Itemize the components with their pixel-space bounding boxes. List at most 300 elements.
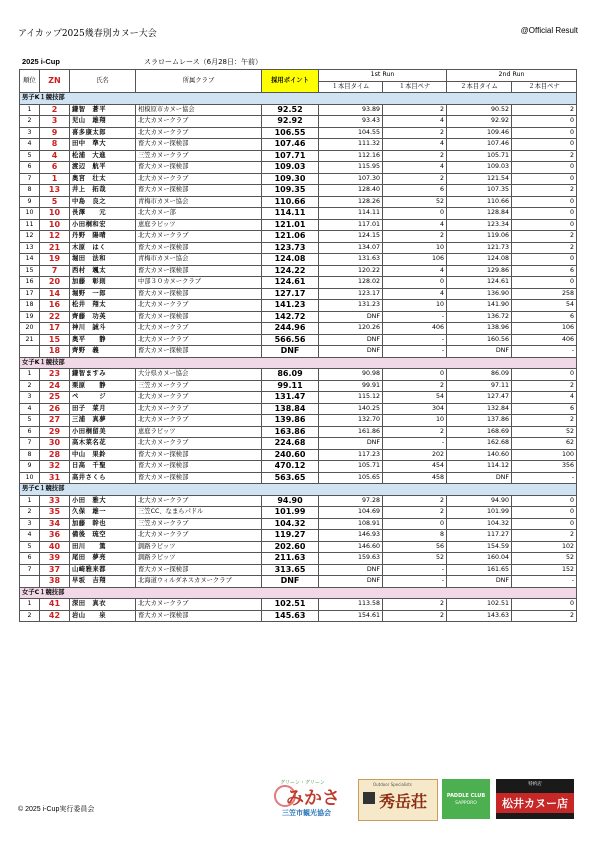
club-cell: 三笠カヌークラブ bbox=[136, 518, 262, 530]
official-result-label: @Official Result bbox=[520, 26, 578, 35]
run1-penalty: 458 bbox=[383, 472, 447, 484]
table-row bbox=[20, 392, 577, 404]
run2-time: 132.84 bbox=[447, 403, 512, 415]
run1-time: 97.28 bbox=[319, 495, 383, 507]
club-cell: 北海道ウィルダネスカヌークラブ bbox=[136, 576, 262, 588]
mikasa-subtitle: 三笠市観光協会 bbox=[282, 809, 331, 817]
points-cell: 110.66 bbox=[262, 196, 319, 208]
run2-time: 137.86 bbox=[447, 415, 512, 427]
run2-time: 160.04 bbox=[447, 553, 512, 565]
rank-cell: 6 bbox=[20, 162, 40, 174]
rank-cell: 4 bbox=[20, 139, 40, 151]
run1-time: 159.63 bbox=[319, 553, 383, 565]
zn-cell: 20 bbox=[40, 277, 70, 289]
club-cell: 北大カヌークラブ bbox=[136, 403, 262, 415]
shugakuso-wordmark: 秀岳荘 bbox=[379, 792, 428, 811]
run1-penalty: 2 bbox=[383, 231, 447, 243]
table-row bbox=[20, 104, 577, 116]
run2-time: 168.69 bbox=[447, 426, 512, 438]
run2-penalty: 0 bbox=[512, 599, 577, 611]
run2-time: 121.73 bbox=[447, 242, 512, 254]
table-row bbox=[20, 461, 577, 473]
shugakuso-emblem-icon bbox=[363, 792, 375, 804]
points-cell: 119.27 bbox=[262, 530, 319, 542]
run1-time: 113.58 bbox=[319, 599, 383, 611]
run2-time: 162.68 bbox=[447, 438, 512, 450]
run2-penalty: 6 bbox=[512, 311, 577, 323]
rank-cell: 5 bbox=[20, 415, 40, 427]
run2-time: 105.71 bbox=[447, 150, 512, 162]
club-cell: 釧路ラピッツ bbox=[136, 553, 262, 565]
run2-time: 117.27 bbox=[447, 530, 512, 542]
run1-penalty: 0 bbox=[383, 518, 447, 530]
table-row bbox=[20, 231, 577, 243]
points-cell: 121.01 bbox=[262, 219, 319, 231]
run1-time: 146.93 bbox=[319, 530, 383, 542]
athlete-name: 加藤 幹也 bbox=[70, 518, 136, 530]
rank-cell: 2 bbox=[20, 380, 40, 392]
rank-cell: 5 bbox=[20, 541, 40, 553]
paddle-club-logo bbox=[442, 779, 490, 819]
rank-cell: 1 bbox=[20, 104, 40, 116]
zn-cell: 10 bbox=[40, 219, 70, 231]
points-cell: 114.11 bbox=[262, 208, 319, 220]
zn-cell: 23 bbox=[40, 369, 70, 381]
rank-cell: 10 bbox=[20, 208, 40, 220]
run1-header: 1st Run bbox=[319, 70, 447, 82]
table-row bbox=[20, 173, 577, 185]
athlete-name: 田中 準大 bbox=[70, 139, 136, 151]
run1-time: 124.15 bbox=[319, 231, 383, 243]
run1-penalty: 56 bbox=[383, 541, 447, 553]
run2-penalty: 0 bbox=[512, 277, 577, 289]
points-cell: 102.51 bbox=[262, 599, 319, 611]
run1-penalty: 4 bbox=[383, 139, 447, 151]
run1-penalty: 2 bbox=[383, 507, 447, 519]
run1-time: 99.91 bbox=[319, 380, 383, 392]
athlete-name: 尾田 夢亮 bbox=[70, 553, 136, 565]
zn-cell: 34 bbox=[40, 518, 70, 530]
run1-penalty: 2 bbox=[383, 426, 447, 438]
rank-cell: 6 bbox=[20, 553, 40, 565]
rank-cell: 5 bbox=[20, 150, 40, 162]
rank-cell: 3 bbox=[20, 518, 40, 530]
rank-cell: 6 bbox=[20, 426, 40, 438]
points-cell: 106.55 bbox=[262, 127, 319, 139]
club-cell: 三笠CC、なまらパドル bbox=[136, 507, 262, 519]
athlete-name: 奥平 静 bbox=[70, 334, 136, 346]
points-cell: 123.73 bbox=[262, 242, 319, 254]
points-cell: 224.68 bbox=[262, 438, 319, 450]
table-row bbox=[20, 553, 577, 565]
paddle-club-name: PADDLE CLUB bbox=[446, 793, 486, 799]
athlete-name: 神川 誠斗 bbox=[70, 323, 136, 335]
table-row bbox=[20, 415, 577, 427]
zn-cell: 13 bbox=[40, 185, 70, 197]
club-cell: 北大カヌークラブ bbox=[136, 530, 262, 542]
zn-cell: 29 bbox=[40, 426, 70, 438]
club-cell: 恵庭ラピッツ bbox=[136, 219, 262, 231]
zn-cell: 2 bbox=[40, 104, 70, 116]
table-row bbox=[20, 185, 577, 197]
run2-penalty: 0 bbox=[512, 173, 577, 185]
zn-cell: 5 bbox=[40, 196, 70, 208]
athlete-name: 日高 千聖 bbox=[70, 461, 136, 473]
run2-time: 136.72 bbox=[447, 311, 512, 323]
points-cell: 109.30 bbox=[262, 173, 319, 185]
name-header: 氏名 bbox=[70, 70, 136, 93]
athlete-name: 栗原 静 bbox=[70, 380, 136, 392]
run2-time: 107.46 bbox=[447, 139, 512, 151]
table-row bbox=[20, 610, 577, 622]
points-cell: 163.86 bbox=[262, 426, 319, 438]
athlete-name: 齊藤 功英 bbox=[70, 311, 136, 323]
run1-penalty: 304 bbox=[383, 403, 447, 415]
table-row bbox=[20, 530, 577, 542]
club-cell: 青梅市カヌー協会 bbox=[136, 196, 262, 208]
table-row bbox=[20, 196, 577, 208]
club-cell: 恵庭ラピッツ bbox=[136, 426, 262, 438]
club-cell: 畜大カヌー探検部 bbox=[136, 162, 262, 174]
zn-cell: 36 bbox=[40, 530, 70, 542]
run2-time: 136.90 bbox=[447, 288, 512, 300]
run2-penalty: 0 bbox=[512, 507, 577, 519]
club-cell: 北大カヌークラブ bbox=[136, 495, 262, 507]
athlete-name: 井上 拓哉 bbox=[70, 185, 136, 197]
points-cell: 470.12 bbox=[262, 461, 319, 473]
points-cell: 563.65 bbox=[262, 472, 319, 484]
athlete-name: 西村 颯太 bbox=[70, 265, 136, 277]
points-cell: 141.23 bbox=[262, 300, 319, 312]
run2-penalty: 0 bbox=[512, 254, 577, 266]
rank-cell: 18 bbox=[20, 300, 40, 312]
run1-time: 131.23 bbox=[319, 300, 383, 312]
run1-penalty: 10 bbox=[383, 300, 447, 312]
run1-penalty: 2 bbox=[383, 127, 447, 139]
club-cell: 畜大カヌー探検部 bbox=[136, 311, 262, 323]
run1-time: 146.60 bbox=[319, 541, 383, 553]
points-cell: 313.65 bbox=[262, 564, 319, 576]
athlete-name: 丹野 陽晴 bbox=[70, 231, 136, 243]
run2-penalty: 54 bbox=[512, 300, 577, 312]
run1-time: DNF bbox=[319, 311, 383, 323]
table-row bbox=[20, 472, 577, 484]
run1-time: 108.91 bbox=[319, 518, 383, 530]
run1-penalty: 2 bbox=[383, 150, 447, 162]
club-cell: 三笠カヌークラブ bbox=[136, 380, 262, 392]
run1-time: 114.11 bbox=[319, 208, 383, 220]
points-cell: 127.17 bbox=[262, 288, 319, 300]
run2-penalty: 6 bbox=[512, 265, 577, 277]
run1-penalty: 6 bbox=[383, 185, 447, 197]
run1-time: 105.65 bbox=[319, 472, 383, 484]
points-cell: 109.35 bbox=[262, 185, 319, 197]
zn-cell: 39 bbox=[40, 553, 70, 565]
zn-cell: 37 bbox=[40, 564, 70, 576]
club-cell: 畜大カヌー探検部 bbox=[136, 242, 262, 254]
zn-cell: 35 bbox=[40, 507, 70, 519]
table-row bbox=[20, 139, 577, 151]
rank-cell: 16 bbox=[20, 277, 40, 289]
run2-penalty: 102 bbox=[512, 541, 577, 553]
athlete-name: 松井 翔太 bbox=[70, 300, 136, 312]
category-row bbox=[20, 484, 577, 496]
points-cell: 145.63 bbox=[262, 610, 319, 622]
run2-penalty: 62 bbox=[512, 438, 577, 450]
zn-cell: 10 bbox=[40, 208, 70, 220]
rank-cell: 9 bbox=[20, 461, 40, 473]
table-row bbox=[20, 438, 577, 450]
table-row bbox=[20, 288, 577, 300]
category-row bbox=[20, 357, 577, 369]
run2-time: 124.61 bbox=[447, 277, 512, 289]
athlete-name: 鎌智 蒼平 bbox=[70, 104, 136, 116]
table-row bbox=[20, 449, 577, 461]
table-row bbox=[20, 507, 577, 519]
run1-time: 128.26 bbox=[319, 196, 383, 208]
athlete-name: 小田桐留美 bbox=[70, 426, 136, 438]
run1-time: DNF bbox=[319, 334, 383, 346]
run1-penalty: 0 bbox=[383, 208, 447, 220]
points-cell: 138.84 bbox=[262, 403, 319, 415]
run1-time: 93.89 bbox=[319, 104, 383, 116]
zn-cell: 1 bbox=[40, 173, 70, 185]
table-row bbox=[20, 380, 577, 392]
rank-cell: 3 bbox=[20, 392, 40, 404]
athlete-name: 喜多康太郎 bbox=[70, 127, 136, 139]
run2-penalty: 152 bbox=[512, 564, 577, 576]
run1-time: 105.71 bbox=[319, 461, 383, 473]
run2-time: 119.06 bbox=[447, 231, 512, 243]
rank-cell: 3 bbox=[20, 127, 40, 139]
run1-penalty: 52 bbox=[383, 553, 447, 565]
table-row bbox=[20, 150, 577, 162]
table-row bbox=[20, 323, 577, 335]
rank-cell: 4 bbox=[20, 403, 40, 415]
rank-cell bbox=[20, 346, 40, 358]
club-cell: 北大カヌークラブ bbox=[136, 599, 262, 611]
run1-penalty: 54 bbox=[383, 392, 447, 404]
club-cell: 畜大カヌー探検部 bbox=[136, 449, 262, 461]
athlete-name: 高木菜名花 bbox=[70, 438, 136, 450]
run2-penalty: 0 bbox=[512, 116, 577, 128]
zn-cell: 4 bbox=[40, 150, 70, 162]
run1-penalty: 202 bbox=[383, 449, 447, 461]
zn-cell: 40 bbox=[40, 541, 70, 553]
run2-penalty: 0 bbox=[512, 219, 577, 231]
rank-cell: 11 bbox=[20, 219, 40, 231]
zn-cell: 9 bbox=[40, 127, 70, 139]
run2-time: 92.92 bbox=[447, 116, 512, 128]
athlete-name: 早坂 吉翔 bbox=[70, 576, 136, 588]
points-cell: 211.63 bbox=[262, 553, 319, 565]
run2-penalty: 406 bbox=[512, 334, 577, 346]
run2-penalty: 0 bbox=[512, 369, 577, 381]
athlete-name: 田子 菜月 bbox=[70, 403, 136, 415]
rank-cell: 7 bbox=[20, 173, 40, 185]
rank-cell: 20 bbox=[20, 323, 40, 335]
table-row bbox=[20, 311, 577, 323]
time2-header: ２本目タイム bbox=[447, 81, 512, 93]
zn-cell: 3 bbox=[40, 116, 70, 128]
zn-header: ZN bbox=[40, 70, 70, 93]
run2-time: 129.86 bbox=[447, 265, 512, 277]
points-cell: 92.92 bbox=[262, 116, 319, 128]
run2-time: 154.59 bbox=[447, 541, 512, 553]
rank-cell: 8 bbox=[20, 449, 40, 461]
club-cell: 畜大カヌー探検部 bbox=[136, 139, 262, 151]
points-cell: 142.72 bbox=[262, 311, 319, 323]
run2-time: 109.46 bbox=[447, 127, 512, 139]
table-row bbox=[20, 518, 577, 530]
zn-cell: 30 bbox=[40, 438, 70, 450]
time1-header: １本目タイム bbox=[319, 81, 383, 93]
zn-cell: 41 bbox=[40, 599, 70, 611]
athlete-name: 木原 はく bbox=[70, 242, 136, 254]
run1-penalty: 2 bbox=[383, 599, 447, 611]
run1-penalty: 2 bbox=[383, 173, 447, 185]
pen2-header: ２本目ペナ bbox=[512, 81, 577, 93]
table-row bbox=[20, 265, 577, 277]
run1-penalty: 8 bbox=[383, 530, 447, 542]
zn-cell: 7 bbox=[40, 265, 70, 277]
run1-penalty: 406 bbox=[383, 323, 447, 335]
run1-penalty: 2 bbox=[383, 610, 447, 622]
rank-cell: 7 bbox=[20, 438, 40, 450]
run1-time: 104.55 bbox=[319, 127, 383, 139]
run1-time: 120.22 bbox=[319, 265, 383, 277]
run2-time: 102.51 bbox=[447, 599, 512, 611]
run1-time: DNF bbox=[319, 346, 383, 358]
table-row bbox=[20, 208, 577, 220]
points-cell: 101.99 bbox=[262, 507, 319, 519]
rank-cell: 14 bbox=[20, 254, 40, 266]
run2-time: 97.11 bbox=[447, 380, 512, 392]
zn-cell: 42 bbox=[40, 610, 70, 622]
zn-cell: 33 bbox=[40, 495, 70, 507]
mikasa-wordmark: みかさ bbox=[286, 788, 340, 809]
zn-cell: 26 bbox=[40, 403, 70, 415]
club-cell: 北大カヌークラブ bbox=[136, 334, 262, 346]
club-cell: 北大カヌークラブ bbox=[136, 323, 262, 335]
athlete-name: 小田桐和宏 bbox=[70, 219, 136, 231]
rank-header: 順位 bbox=[20, 70, 40, 93]
athlete-name: 渡辺 航平 bbox=[70, 162, 136, 174]
club-cell: 大分県カヌー協会 bbox=[136, 369, 262, 381]
athlete-name: 三浦 真夢 bbox=[70, 415, 136, 427]
athlete-name: 山崎雅来都 bbox=[70, 564, 136, 576]
run2-penalty: 2 bbox=[512, 530, 577, 542]
rank-cell: 17 bbox=[20, 288, 40, 300]
run1-penalty: 2 bbox=[383, 380, 447, 392]
table-row bbox=[20, 426, 577, 438]
run2-time: 127.47 bbox=[447, 392, 512, 404]
athlete-name: 長澤 元 bbox=[70, 208, 136, 220]
club-cell: 畜大カヌー探検部 bbox=[136, 265, 262, 277]
run1-time: 117.01 bbox=[319, 219, 383, 231]
run2-time: 101.99 bbox=[447, 507, 512, 519]
rank-cell: 10 bbox=[20, 472, 40, 484]
category-title: 女子K１競技部 bbox=[20, 357, 577, 369]
run1-penalty: 106 bbox=[383, 254, 447, 266]
points-cell: 107.46 bbox=[262, 139, 319, 151]
run1-time: 128.40 bbox=[319, 185, 383, 197]
zn-cell: 14 bbox=[40, 288, 70, 300]
rank-cell: 13 bbox=[20, 242, 40, 254]
run1-penalty: 0 bbox=[383, 277, 447, 289]
run1-time: DNF bbox=[319, 564, 383, 576]
athlete-name: 小田 雅大 bbox=[70, 495, 136, 507]
run1-penalty: 4 bbox=[383, 288, 447, 300]
table-row bbox=[20, 576, 577, 588]
run2-time: 121.54 bbox=[447, 173, 512, 185]
results-table bbox=[19, 69, 577, 622]
zn-cell: 16 bbox=[40, 300, 70, 312]
run2-time: DNF bbox=[447, 472, 512, 484]
table-row bbox=[20, 564, 577, 576]
header-row bbox=[20, 70, 577, 82]
run2-penalty: 258 bbox=[512, 288, 577, 300]
points-cell: DNF bbox=[262, 576, 319, 588]
zn-cell: 28 bbox=[40, 449, 70, 461]
rank-cell: 15 bbox=[20, 265, 40, 277]
run2-time: 114.12 bbox=[447, 461, 512, 473]
run1-time: 134.07 bbox=[319, 242, 383, 254]
race-label: スラロームレース（6月28日：午前） bbox=[144, 58, 263, 66]
copyright: © 2025 i-Cup実行委員会 bbox=[18, 806, 95, 813]
points-cell: 124.08 bbox=[262, 254, 319, 266]
run1-penalty: 2 bbox=[383, 104, 447, 116]
run1-penalty: 454 bbox=[383, 461, 447, 473]
club-cell: 畜大カヌー探検部 bbox=[136, 185, 262, 197]
run2-time: 143.63 bbox=[447, 610, 512, 622]
points-cell: 92.52 bbox=[262, 104, 319, 116]
run2-penalty: 2 bbox=[512, 104, 577, 116]
points-cell: 139.86 bbox=[262, 415, 319, 427]
points-cell: 124.22 bbox=[262, 265, 319, 277]
points-cell: 124.61 bbox=[262, 277, 319, 289]
run2-time: 90.52 bbox=[447, 104, 512, 116]
zn-cell: 25 bbox=[40, 392, 70, 404]
zn-cell: 17 bbox=[40, 323, 70, 335]
run1-penalty: 10 bbox=[383, 242, 447, 254]
points-cell: 86.09 bbox=[262, 369, 319, 381]
run1-time: 111.32 bbox=[319, 139, 383, 151]
pen1-header: １本目ペナ bbox=[383, 81, 447, 93]
rank-cell: 1 bbox=[20, 369, 40, 381]
athlete-name: 児山 雄翔 bbox=[70, 116, 136, 128]
zn-cell: 8 bbox=[40, 139, 70, 151]
run1-penalty: 0 bbox=[383, 369, 447, 381]
athlete-name: ペ ジ bbox=[70, 392, 136, 404]
run2-penalty: 0 bbox=[512, 139, 577, 151]
run1-penalty: 10 bbox=[383, 415, 447, 427]
run2-penalty: 52 bbox=[512, 553, 577, 565]
rank-cell: 2 bbox=[20, 116, 40, 128]
run1-time: 131.63 bbox=[319, 254, 383, 266]
points-header: 採用ポイント bbox=[262, 70, 319, 93]
shugakuso-tag: Outdoor Specialists bbox=[373, 782, 412, 787]
run1-penalty: - bbox=[383, 576, 447, 588]
athlete-name: 中島 良之 bbox=[70, 196, 136, 208]
table-row bbox=[20, 219, 577, 231]
club-cell: 北大カヌークラブ bbox=[136, 300, 262, 312]
points-cell: 244.96 bbox=[262, 323, 319, 335]
club-cell: 北大カヌークラブ bbox=[136, 415, 262, 427]
rank-cell: 21 bbox=[20, 334, 40, 346]
run2-penalty: 0 bbox=[512, 196, 577, 208]
matsui-canoe-logo bbox=[496, 779, 574, 819]
